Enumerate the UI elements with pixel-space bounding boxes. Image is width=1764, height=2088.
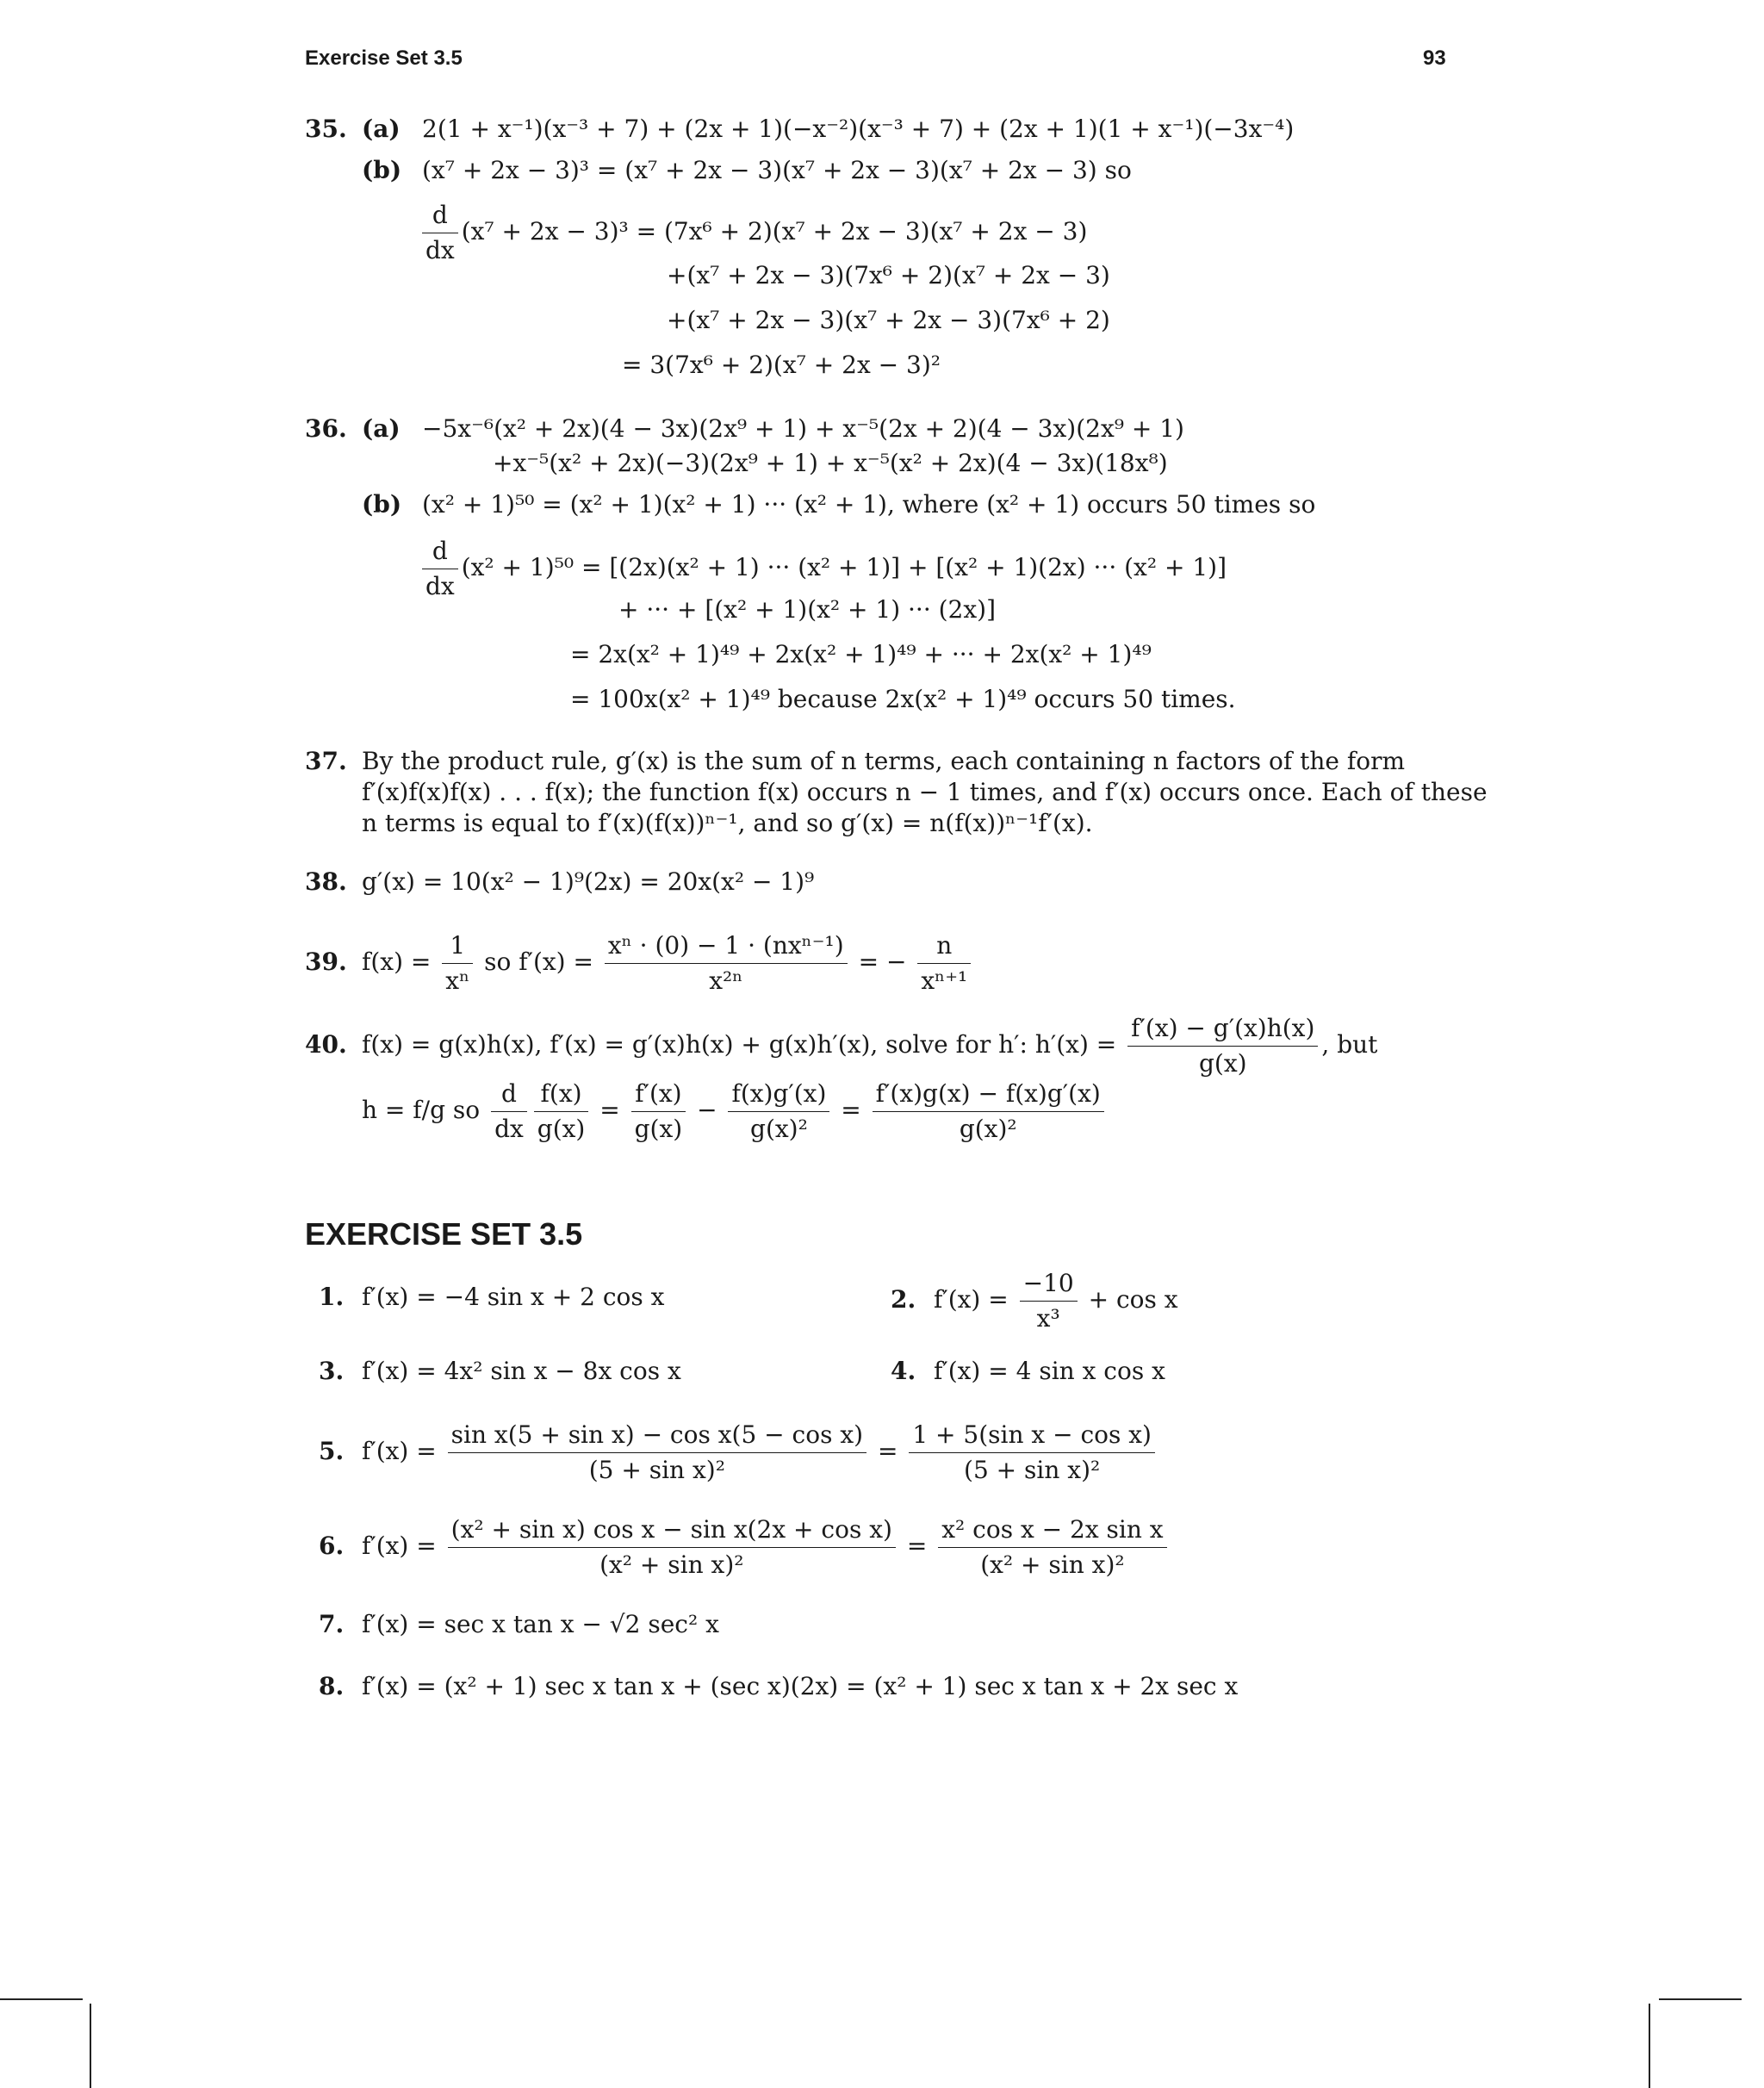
formula-text: h = f/g so [362, 1096, 481, 1124]
problem-38 [305, 867, 814, 898]
fraction-numerator: f′(x) − g′(x)h(x) [1127, 1013, 1318, 1047]
fraction [1020, 1268, 1078, 1334]
problem-36-b [362, 489, 1315, 520]
fraction-numerator: n [917, 930, 971, 964]
fraction-numerator: 1 [442, 930, 473, 964]
fraction-numerator: (x² + sin x) cos x − sin x(2x + cos x) [448, 1514, 896, 1548]
problem-35-derivative-line-1 [419, 200, 1087, 266]
exercise-number: 4. [891, 1357, 916, 1385]
formula: (x² + 1)⁵⁰ = [(2x)(x² + 1) ··· (x² + 1)] + [(x² + 1)(2x) ··· (x² + 1)] [461, 553, 1227, 581]
formula-text: = − [858, 948, 907, 976]
fraction-denominator: (x² + sin x)² [599, 1550, 744, 1579]
exercise-number: 1. [319, 1283, 345, 1311]
formula: (x⁷ + 2x − 3)³ = (x⁷ + 2x − 3)(x⁷ + 2x − 3)(x⁷ + 2x − 3) so [422, 156, 1132, 184]
formula-text: = [877, 1437, 898, 1465]
fraction-numerator: xⁿ · (0) − 1 · (nxⁿ⁻¹) [605, 930, 848, 964]
problem-number: 39. [305, 948, 347, 976]
crop-mark [1659, 1998, 1742, 2000]
fraction-denominator: g(x) [634, 1115, 683, 1143]
problem-36-derivative-line-4: = 100x(x² + 1)⁴⁹ because 2x(x² + 1)⁴⁹ occurs 50 times. [570, 685, 1236, 713]
problem-number: 38. [305, 867, 347, 896]
formula: (x² + 1)⁵⁰ = (x² + 1)(x² + 1) ··· (x² + 1), where (x² + 1) occurs 50 times so [422, 490, 1316, 519]
fraction-numerator: d [422, 536, 458, 569]
problem-number: 35. [305, 115, 347, 143]
derivative-operator [491, 1078, 527, 1145]
fraction-denominator: g(x) [1199, 1049, 1247, 1078]
formula-text: = [599, 1096, 620, 1124]
exercise-3 [319, 1356, 681, 1387]
fraction-denominator: x³ [1036, 1304, 1060, 1333]
problem-35-derivative-line-2: +(x⁷ + 2x − 3)(7x⁶ + 2)(x⁷ + 2x − 3) [667, 261, 1110, 289]
fraction-denominator: g(x)² [959, 1115, 1017, 1143]
fraction-numerator: sin x(5 + sin x) − cos x(5 − cos x) [448, 1420, 866, 1453]
fraction [534, 1078, 589, 1145]
exercise-6 [319, 1514, 1171, 1581]
problem-40-line-1 [305, 1013, 1377, 1079]
formula-text: = [841, 1096, 861, 1124]
fraction [448, 1514, 896, 1581]
fraction-denominator: x²ⁿ [709, 966, 743, 995]
part-label: (b) [362, 156, 402, 184]
fraction [448, 1420, 866, 1486]
problem-36-a-line-2: +x⁻⁵(x² + 2x)(−3)(2x⁹ + 1) + x⁻⁵(x² + 2x)(4 − 3x)(18x⁸) [493, 449, 1168, 477]
exercise-8 [319, 1671, 1238, 1702]
formula: −5x⁻⁶(x² + 2x)(4 − 3x)(2x⁹ + 1) + x⁻⁵(2x + 2)(4 − 3x)(2x⁹ + 1) [422, 414, 1184, 443]
problem-40-line-2 [362, 1078, 1108, 1145]
fraction-denominator: xⁿ⁺¹ [921, 966, 968, 995]
formula: f′(x) = (x² + 1) sec x tan x + (sec x)(2x) = (x² + 1) sec x tan x + 2x sec x [362, 1672, 1239, 1700]
formula-text: f(x) = [362, 948, 432, 976]
part-label: (a) [362, 115, 401, 143]
formula-text: f(x) = g(x)h(x), f′(x) = g′(x)h(x) + g(x)h′(x), solve for h′: h′(x) = [362, 1030, 1117, 1059]
fraction-denominator: g(x) [537, 1115, 586, 1143]
formula: f′(x) = sec x tan x − √2 sec² x [362, 1610, 719, 1638]
problem-35-derivative-line-4: = 3(7x⁶ + 2)(x⁷ + 2x − 3)² [622, 351, 941, 379]
fraction-numerator: −10 [1020, 1268, 1078, 1302]
formula: f′(x) = −4 sin x + 2 cos x [362, 1283, 665, 1311]
fraction [1127, 1013, 1318, 1079]
section-title: EXERCISE SET 3.5 [305, 1216, 583, 1252]
fraction-numerator: f′(x) [631, 1078, 686, 1112]
formula-text: f′(x) = [934, 1285, 1009, 1314]
formula-text: so f′(x) = [484, 948, 593, 976]
fraction [909, 1420, 1155, 1486]
fraction-numerator: f(x) [534, 1078, 589, 1112]
exercise-number: 2. [891, 1285, 916, 1314]
crop-mark [0, 1998, 83, 2000]
problem-36-derivative-line-3: = 2x(x² + 1)⁴⁹ + 2x(x² + 1)⁴⁹ + ··· + 2x(x² + 1)⁴⁹ [570, 640, 1152, 668]
problem-number: 36. [305, 414, 347, 443]
fraction [917, 930, 971, 997]
exercise-7 [319, 1609, 719, 1640]
fraction-denominator: dx [494, 1115, 524, 1143]
fraction [605, 930, 848, 997]
problem-number: 40. [305, 1030, 347, 1059]
derivative-operator [422, 200, 458, 266]
formula: g′(x) = 10(x² − 1)⁹(2x) = 20x(x² − 1)⁹ [362, 867, 815, 896]
fraction-denominator: (x² + sin x)² [980, 1550, 1125, 1579]
problem-37-line-1 [305, 746, 1405, 777]
formula-text: f′(x) = [362, 1532, 437, 1560]
formula-text: + cos x [1088, 1285, 1178, 1314]
formula: (x⁷ + 2x − 3)³ = (7x⁶ + 2)(x⁷ + 2x − 3)(x⁷ + 2x − 3) [461, 217, 1088, 245]
fraction [728, 1078, 829, 1145]
formula-text: − [697, 1096, 717, 1124]
exercise-number: 7. [319, 1610, 345, 1638]
fraction-denominator: dx [425, 236, 455, 264]
exercise-5 [319, 1420, 1158, 1486]
formula-text: , but [1321, 1030, 1378, 1059]
running-header-title: Exercise Set 3.5 [305, 47, 463, 70]
problem-37-line-3: n terms is equal to f′(x)(f(x))ⁿ⁻¹, and so g′(x) = n(f(x))ⁿ⁻¹f′(x). [362, 809, 1093, 837]
problem-35-a [305, 114, 1294, 145]
formula-text: f′(x) = [362, 1437, 437, 1465]
fraction [873, 1078, 1104, 1145]
problem-number: 37. [305, 747, 347, 775]
fraction-denominator: dx [425, 572, 455, 600]
crop-mark [90, 2004, 91, 2088]
derivative-operator [422, 536, 458, 602]
fraction-denominator: (5 + sin x)² [588, 1456, 725, 1484]
fraction-denominator: g(x)² [750, 1115, 808, 1143]
formula: 2(1 + x⁻¹)(x⁻³ + 7) + (2x + 1)(−x⁻²)(x⁻³ + 7) + (2x + 1)(1 + x⁻¹)(−3x⁻⁴) [422, 115, 1295, 143]
problem-37-line-2: f′(x)f(x)f(x) . . . f(x); the function f(x) occurs n − 1 times, and f′(x) occurs once. Each of these [362, 778, 1488, 806]
formula-text: = [906, 1532, 928, 1560]
fraction-numerator: d [491, 1078, 527, 1112]
fraction [631, 1078, 686, 1145]
exercise-number: 8. [319, 1672, 345, 1700]
fraction-numerator: 1 + 5(sin x − cos x) [909, 1420, 1155, 1453]
fraction-denominator: (5 + sin x)² [964, 1456, 1101, 1484]
problem-36-a-line-1 [305, 413, 1184, 444]
fraction-numerator: d [422, 200, 458, 233]
page-number: 93 [1423, 47, 1446, 70]
part-label: (a) [362, 414, 401, 443]
exercise-1 [319, 1282, 664, 1313]
formula: f′(x) = 4 sin x cos x [934, 1357, 1165, 1385]
exercise-number: 6. [319, 1532, 345, 1560]
problem-39 [305, 930, 974, 997]
part-label: (b) [362, 490, 402, 519]
paragraph-text: By the product rule, g′(x) is the sum of n terms, each containing n factors of the form [362, 747, 1406, 775]
fraction-numerator: x² cos x − 2x sin x [938, 1514, 1166, 1548]
fraction [938, 1514, 1166, 1581]
problem-35-derivative-line-3: +(x⁷ + 2x − 3)(x⁷ + 2x − 3)(7x⁶ + 2) [667, 306, 1110, 334]
exercise-number: 3. [319, 1357, 345, 1385]
fraction [442, 930, 473, 997]
exercise-4 [891, 1356, 1165, 1387]
exercise-number: 5. [319, 1437, 345, 1465]
formula: f′(x) = 4x² sin x − 8x cos x [362, 1357, 681, 1385]
fraction-denominator: xⁿ [445, 966, 470, 995]
fraction-numerator: f(x)g′(x) [728, 1078, 829, 1112]
fraction-numerator: f′(x)g(x) − f(x)g′(x) [873, 1078, 1104, 1112]
problem-36-derivative-line-1 [419, 536, 1227, 602]
problem-36-derivative-line-2: + ··· + [(x² + 1)(x² + 1) ··· (2x)] [618, 595, 997, 624]
crop-mark [1649, 2004, 1650, 2088]
exercise-2 [891, 1268, 1178, 1334]
problem-35-b [362, 155, 1132, 186]
